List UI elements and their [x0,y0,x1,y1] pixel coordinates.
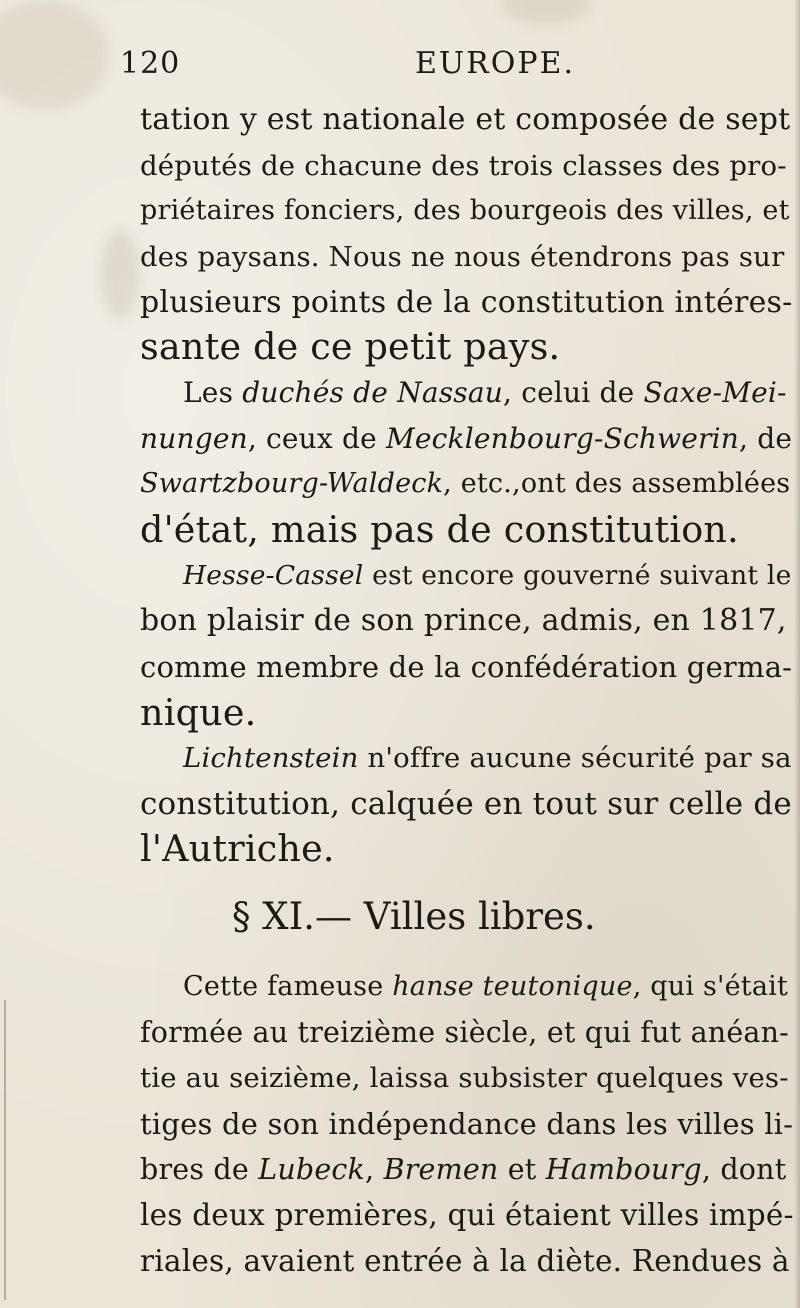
text-run: formée au treizième siècle, et qui fut anéan- [140,1016,789,1049]
text-line [183,553,791,599]
text-line [140,781,792,827]
paper-stain [0,0,110,110]
text-run: des paysans. Nous ne nous étendrons pas sur [140,241,785,273]
text-run: nique. [140,691,257,734]
text-run: plusieurs points de la constitution intéres- [140,285,793,320]
italic-text: nungen [140,422,248,455]
text-line [140,234,784,280]
italic-text: Bremen [383,1153,499,1186]
text-run: tation y est nationale et composée de sept [140,102,791,137]
text-line [183,964,788,1010]
page-edge-shadow [794,0,800,1308]
text-line [140,461,790,507]
text-run: Cette fameuse [183,971,393,1002]
text-line [140,644,792,690]
text-run: constitution, calquée en tout sur celle de [140,786,792,822]
text-run: , ceux de [247,422,386,455]
italic-text: Hambourg [545,1153,702,1186]
section-heading [232,894,596,940]
text-line [140,97,790,143]
text-run: bres de [140,1153,259,1186]
text-line [140,1010,789,1056]
text-line [140,598,787,644]
margin-mark [4,1000,6,1300]
text-run: est encore gouverné suivant le [363,560,792,591]
text-run: riales, avaient entrée à la diète. Rendues à [140,1244,790,1278]
text-line [140,826,335,872]
text-run: sante de ce petit pays. [140,325,561,368]
text-line [140,188,790,234]
italic-text: Mecklenbourg-Schwerin [386,422,740,455]
italic-text: Lubeck [258,1153,366,1186]
text-run: tiges de son indépendance dans les villes li- [140,1107,794,1141]
text-line [140,1055,789,1101]
text-line [140,1147,786,1193]
text-run: députés de chacune des trois classes des pro- [140,150,787,182]
italic-text: Lichtenstein [183,742,359,774]
text-run: Les [183,376,243,409]
text-run: , de [739,422,793,455]
italic-text: Swartzbourg-Waldeck [140,468,444,499]
text-line [140,416,792,462]
text-line [140,1238,790,1284]
text-run: les deux premières, qui étaient villes impé- [140,1198,794,1232]
text-run: l'Autriche. [140,827,335,870]
italic-text: Hesse-Cassel [183,560,364,591]
text-run: priétaires fonciers, des bourgeois des villes, et [140,195,790,226]
text-line [140,280,792,326]
text-run: , [365,1153,384,1186]
text-run: n'offre aucune sécurité par sa [358,742,792,774]
text-run: tie au seizième, laissa subsister quelques ves- [140,1062,789,1094]
section-title: Villes libres. [351,895,596,938]
running-title: EUROPE. [415,46,575,81]
text-run: comme membre de la confédération germa- [140,650,793,684]
text-line [140,324,560,370]
italic-text: Saxe-Mei- [643,376,787,409]
section-number: § XI.— [232,895,352,938]
italic-text: duchés de Nassau [242,376,503,409]
text-line [140,143,787,189]
page-header [120,46,760,86]
text-run: bon plaisir de son prince, admis, en 1817, [140,603,787,638]
text-run: , dont [701,1153,787,1186]
text-line [140,1101,793,1147]
page-number: 120 [120,46,181,81]
text-line [140,1192,794,1238]
paper-stain [500,0,590,25]
text-line [140,690,256,736]
text-line [183,735,792,781]
text-line [183,370,787,416]
text-line [140,507,739,553]
paper-stain [100,230,140,320]
italic-text: hanse teutonique [392,971,633,1002]
text-run: , qui s'était [632,971,789,1002]
text-run: , etc.,ont des assemblées [443,468,791,499]
text-run: d'état, mais pas de constitution. [140,508,739,551]
text-run: , celui de [503,376,644,409]
text-run: et [498,1153,546,1186]
